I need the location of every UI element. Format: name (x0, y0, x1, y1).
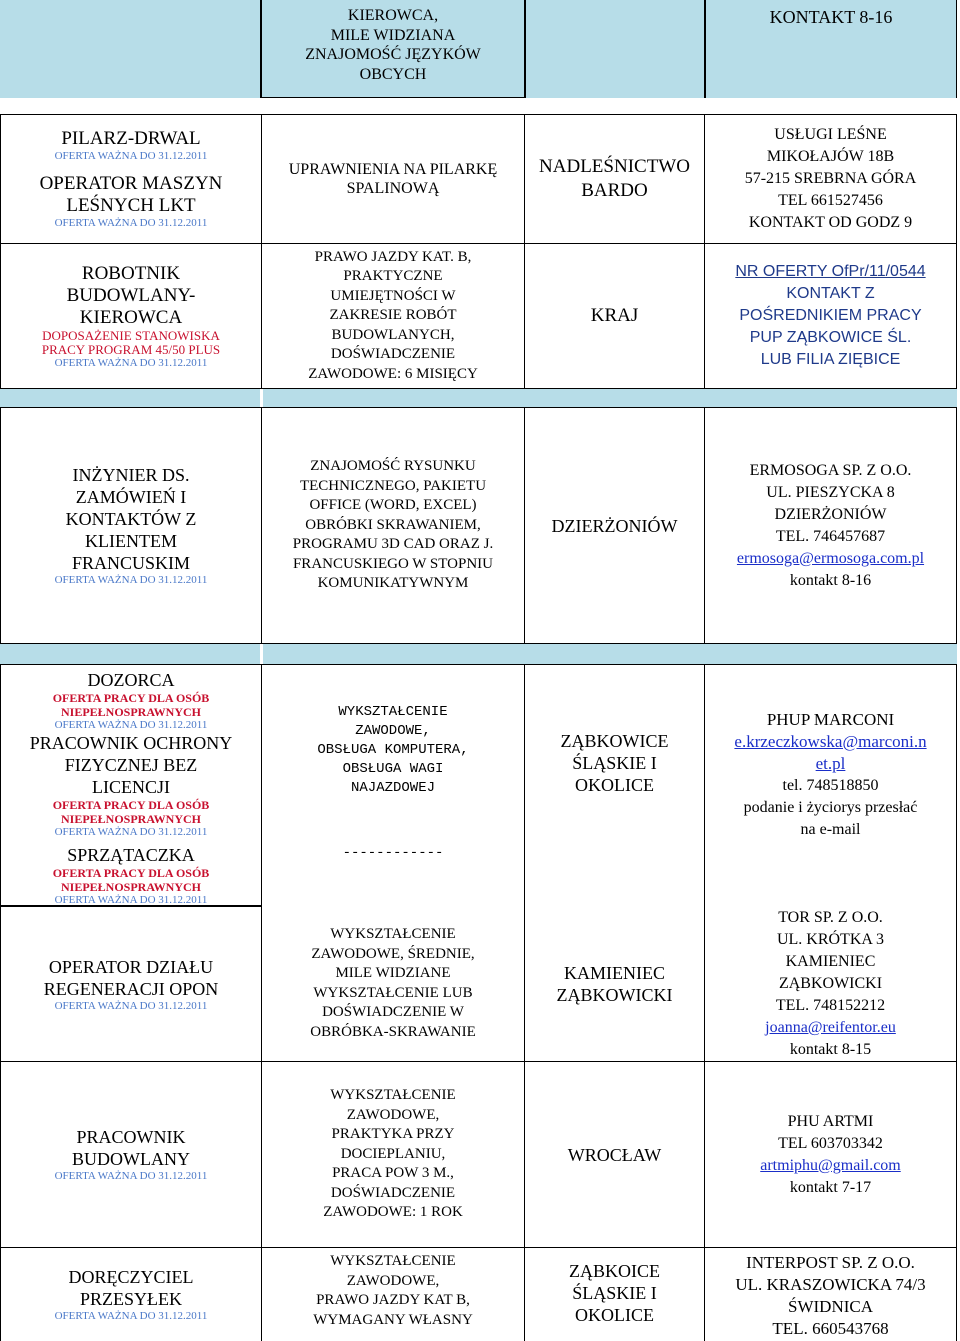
contact-info: podanie i życiorys przesłać (743, 799, 918, 816)
row0-contact-cell (705, 0, 957, 98)
row1-job-cell (0, 114, 262, 244)
job-title: KLIENTEM (85, 531, 177, 551)
contact-hours: kontakt 8-15 (789, 1040, 872, 1058)
disability-note: NIEPEŁNOSPRAWNYCH (60, 812, 201, 826)
disability-note: NIEPEŁNOSPRAWNYCH (60, 880, 201, 894)
row4-job-cell (0, 664, 262, 906)
location: KRAJ (590, 305, 639, 326)
req-line: ZAWODOWE, (355, 723, 431, 739)
req-line: ZAWODOWE, ŚREDNIE, (311, 945, 475, 962)
row3-job-cell (0, 407, 262, 644)
validity-note: OFERTA WAŻNA DO 31.12.2011 (54, 150, 208, 162)
validity-note: OFERTA WAŻNA DO 31.12.2011 (54, 1310, 208, 1322)
row1-contact-cell (705, 114, 957, 244)
contact-line: PUP ZĄBKOWICE ŚL. (749, 329, 912, 346)
validity-note: OFERTA WAŻNA DO 31.12.2011 (54, 826, 208, 838)
job-title: KONTAKTÓW Z (65, 509, 197, 529)
contact-line: UL. PIESZYCKA 8 (766, 483, 895, 501)
disability-note: OFERTA PRACY DLA OSÓB (52, 691, 210, 705)
req-line: UPRAWNIENIA NA PILARKĘ (288, 160, 498, 178)
row7-contact-cell (705, 1248, 957, 1341)
job-title: ZAMÓWIEŃ I (75, 487, 187, 507)
req-line: PRAWO JAZDY KAT B, (316, 1292, 470, 1308)
contact-hours: kontakt 7-17 (789, 1178, 872, 1196)
row5-req-cell (262, 906, 525, 1062)
req-line: WYKSZTAŁCENIE (338, 704, 448, 720)
contact-line: USŁUGI LEŚNE (774, 126, 887, 143)
job-title: BUDOWLANY- (66, 284, 196, 306)
location: ŚLĄSKIE I (572, 753, 657, 773)
job-title: BUDOWLANY (72, 1149, 190, 1169)
validity-note: OFERTA WAŻNA DO 31.12.2011 (54, 894, 208, 906)
req-line: PRACA POW 3 M., (332, 1165, 454, 1182)
contact-line: TEL. 746457687 (775, 527, 886, 545)
job-title: PILARZ-DRWAL (61, 128, 201, 149)
req-line: OFFICE (WORD, EXCEL) (309, 497, 477, 514)
location: ZĄBKOICE (569, 1261, 660, 1281)
job-title: REGENERACJI OPON (43, 978, 219, 999)
req-line: OBSŁUGA WAGI (342, 761, 444, 777)
program-note: DOPOSAŻENIE STANOWISKA (42, 327, 220, 343)
req-line: DOCIEPLANIU, (340, 1145, 446, 1162)
job-title: DORĘCZYCIEL (68, 1267, 194, 1287)
req-line: ZNAJOMOŚĆ RYSUNKU (310, 458, 476, 475)
job-title: DOZORCA (87, 670, 175, 690)
req-line: ZAKRESIE ROBÓT (329, 307, 457, 324)
req-line: ZAWODOWE, (346, 1272, 440, 1289)
row1-req-cell (262, 114, 525, 244)
contact-line: UL. KRASZOWICKA 74/3 (735, 1275, 926, 1294)
req-line: DOŚWIADCZENIE (330, 1184, 456, 1201)
row6-contact-cell (705, 1062, 957, 1248)
disability-note: OFERTA PRACY DLA OSÓB (52, 798, 210, 812)
contact-hours: kontakt 8-16 (789, 571, 872, 589)
location: ŚLĄSKIE I (572, 1283, 657, 1303)
location: WROCŁAW (567, 1144, 662, 1165)
row4-contact-cell (705, 664, 957, 906)
contact-line: MIKOŁAJÓW 18B (766, 148, 895, 165)
req-line: ZAWODOWE: 6 MISIĘCY (308, 365, 478, 382)
contact-line: TEL. 660543768 (772, 1319, 889, 1338)
req-line: MILE WIDZIANE (335, 965, 451, 981)
contact-info: na e-mail (800, 821, 861, 838)
validity-note: OFERTA WAŻNA DO 31.12.2011 (54, 719, 208, 731)
location: DZIERŻONIÓW (551, 515, 678, 536)
job-title: LEŚNYCH LKT (66, 195, 196, 216)
req-line: DOŚWIADCZENIE W (322, 1004, 464, 1020)
contact-line: POŚREDNIKIEM PRACY (739, 307, 922, 324)
req-line: WYKSZTAŁCENIE (330, 1087, 456, 1104)
location: ZĄBKOWICE (560, 731, 669, 751)
req-line: MILE WIDZIANA (330, 26, 456, 44)
row0-req-cell (261, 0, 525, 98)
contact-line: TEL. 748152212 (775, 996, 886, 1014)
req-line: ZAWODOWE: 1 ROK (323, 1204, 463, 1221)
validity-note: OFERTA WAŻNA DO 31.12.2011 (54, 356, 208, 369)
row4-loc-cell (525, 664, 705, 906)
row1-loc-cell (525, 114, 705, 244)
job-title: OPERATOR DZIAŁU (48, 956, 214, 977)
req-line: BUDOWLANYCH, (331, 326, 455, 343)
job-title: INŻYNIER DS. (72, 465, 190, 485)
req-line: NAJAZDOWEJ (350, 780, 435, 796)
email-link[interactable]: e.krzeczkowska@marconi.n (734, 732, 927, 751)
row6-loc-cell (525, 1062, 705, 1248)
job-title: PRZESYŁEK (79, 1289, 182, 1309)
row7-loc-cell (525, 1248, 705, 1341)
contact-line: 57-215 SREBRNA GÓRA (744, 170, 917, 187)
row5-job-cell (0, 906, 262, 1062)
req-line: WYKSZTAŁCENIE LUB (313, 984, 473, 1001)
contact-line: ZĄBKOWICKI (778, 974, 883, 992)
email-link[interactable]: artmiphu@gmail.com (760, 1156, 901, 1174)
req-dashes: ------------ (342, 845, 444, 861)
req-line: WYKSZTAŁCENIE (330, 1253, 456, 1269)
req-line: PROGRAMU 3D CAD ORAZ J. (292, 536, 494, 553)
req-line: DOŚWIADCZENIE (330, 346, 456, 363)
req-line: OBCYCH (359, 65, 427, 83)
row7-job-cell (0, 1248, 262, 1341)
contact-line: DZIERŻONIÓW (774, 505, 887, 523)
req-line: KOMUNIKATYWNYM (317, 575, 469, 592)
disability-note: OFERTA PRACY DLA OSÓB (52, 866, 210, 880)
email-link[interactable]: joanna@reifentor.eu (765, 1018, 896, 1036)
row2-req-cell (262, 244, 525, 389)
contact-tel: tel. 748518850 (782, 777, 879, 794)
contact-line: KAMIENIEC (785, 952, 876, 970)
job-title: KIEROWCA (79, 306, 183, 328)
job-title: FIZYCZNEJ BEZ (64, 755, 198, 775)
row0-loc-cell (525, 0, 705, 98)
contact-line: TOR SP. Z O.O. (778, 908, 883, 926)
email-link[interactable]: et.pl (815, 754, 846, 773)
separator-band (263, 644, 957, 664)
validity-note: OFERTA WAŻNA DO 31.12.2011 (54, 999, 208, 1012)
contact-line: ŚWIDNICA (788, 1297, 873, 1316)
location: OKOLICE (575, 1305, 654, 1325)
row6-job-cell (0, 1062, 262, 1248)
row5-loc-cell (525, 906, 705, 1062)
job-title: PRACOWNIK OCHRONY (29, 733, 233, 753)
req-line: TECHNICZNEGO, PAKIETU (299, 477, 487, 494)
contact-line: PHU ARTMI (787, 1112, 874, 1130)
req-line: PRAKTYCZNE (343, 268, 443, 285)
row3-req-cell (262, 407, 525, 644)
validity-note: OFERTA WAŻNA DO 31.12.2011 (54, 217, 208, 229)
req-line: ZNAJOMOŚĆ JĘZYKÓW (305, 46, 481, 63)
separator-band (0, 389, 260, 407)
validity-note: OFERTA WAŻNA DO 31.12.2011 (54, 574, 208, 586)
row0-job-cell (0, 0, 261, 98)
separator-band (263, 389, 957, 407)
row2-loc-cell (525, 244, 705, 389)
contact-line: KONTAKT OD GODZ 9 (748, 214, 913, 231)
location: OKOLICE (575, 775, 654, 795)
contact-line: INTERPOST SP. Z O.O. (746, 1253, 915, 1272)
row5-contact-cell (705, 906, 957, 1062)
contact-line: TEL 603703342 (778, 1134, 883, 1152)
req-line: WYKSZTAŁCENIE (330, 926, 456, 942)
req-line: OBSŁUGA KOMPUTERA, (317, 742, 469, 758)
job-title: FRANCUSKIM (71, 553, 191, 573)
job-title: LICENCJI (92, 777, 170, 797)
location: KAMIENIEC (564, 962, 665, 983)
req-line: WYMAGANY WŁASNY (313, 1311, 473, 1328)
req-line: PRAKTYKA PRZY (331, 1126, 455, 1143)
offer-number-link[interactable]: NR OFERTY OfPr/11/0544 (735, 263, 926, 280)
job-title: OPERATOR MASZYN (39, 173, 223, 194)
contact-line: TEL 661527456 (778, 192, 883, 209)
program-note: PRACY PROGRAM 45/50 PLUS (41, 341, 221, 357)
req-line: PRAWO JAZDY KAT. B, (314, 248, 472, 265)
contact-line: ERMOSOGA SP. Z O.O. (749, 461, 912, 479)
job-title: PRACOWNIK (76, 1127, 186, 1147)
req-line: OBRÓBKA-SKRAWANIE (310, 1023, 476, 1040)
validity-note: OFERTA WAŻNA DO 31.12.2011 (54, 1170, 208, 1182)
req-line: OBRÓBKI SKRAWANIEM, (305, 516, 481, 533)
location: ZĄBKOWICKI (556, 984, 673, 1005)
location: BARDO (581, 180, 648, 201)
disability-note: NIEPEŁNOSPRAWNYCH (60, 705, 201, 719)
email-link[interactable]: ermosoga@ermosoga.com.pl (736, 549, 925, 567)
location: NADLEŚNICTWO (539, 156, 690, 177)
req-line: KIEROWCA, (347, 7, 439, 24)
row7-req-cell (262, 1248, 525, 1341)
job-title: SPRZĄTACZKA (67, 845, 195, 865)
row4-req-cell (262, 664, 525, 906)
contact-line: LUB FILIA ZIĘBICE (760, 351, 901, 368)
req-line: UMIEJĘTNOŚCI W (330, 287, 456, 304)
row3-loc-cell (525, 407, 705, 644)
row2-contact-cell (705, 244, 957, 389)
req-line: FRANCUSKIEGO W STOPNIU (292, 555, 494, 572)
row2-job-cell (0, 244, 262, 389)
contact-line: KONTAKT Z (786, 285, 875, 302)
job-title: ROBOTNIK (81, 262, 181, 284)
contact-name: PHUP MARCONI (766, 710, 895, 729)
req-line: SPALINOWĄ (346, 180, 440, 197)
contact-line: UL. KRÓTKA 3 (776, 930, 885, 948)
separator-band (0, 644, 260, 664)
contact-hours: KONTAKT 8-16 (769, 7, 893, 27)
req-line: ZAWODOWE, (346, 1106, 440, 1123)
row3-contact-cell (705, 407, 957, 644)
row6-req-cell (262, 1062, 525, 1248)
